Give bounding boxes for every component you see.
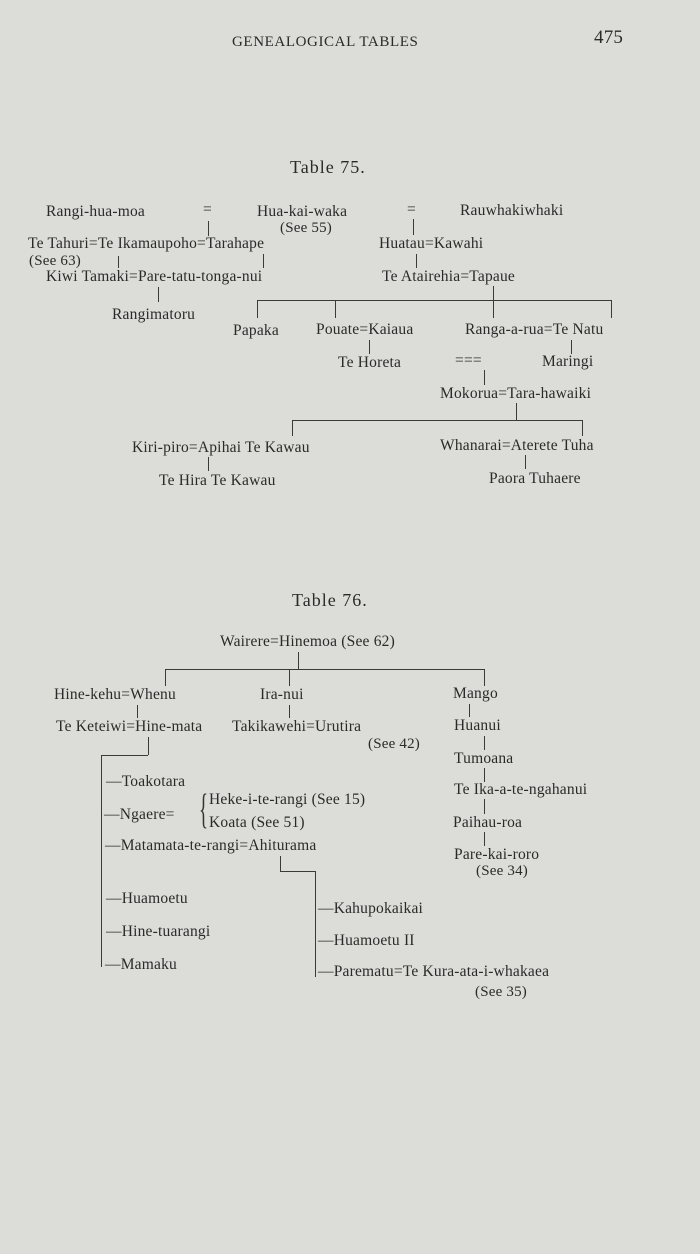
cross-reference: (See 42): [368, 736, 420, 752]
marriage-kiri-piro-apihai-te-kawau: Kiri-piro=Apihai Te Kawau: [132, 439, 310, 456]
descent-line: [137, 705, 138, 718]
descent-line: [416, 254, 417, 268]
marriage-te-tahuri-te-ikamaupoho-tarahape: Te Tahuri=Te Ikamaupoho=Tarahape: [28, 235, 265, 252]
descent-line: [493, 286, 494, 300]
cross-reference: (See 63): [29, 253, 81, 269]
person-huanui: Huanui: [454, 717, 501, 734]
descent-line: [484, 669, 485, 686]
person-huamoetu-ii: —Huamoetu II: [318, 932, 415, 949]
sibling-bar: [292, 420, 583, 421]
person-paora-tuhaere: Paora Tuhaere: [489, 470, 581, 487]
descent-line: [257, 300, 258, 318]
descent-line: [469, 704, 470, 717]
descent-line: [292, 420, 293, 436]
marriage-sign: ===: [455, 352, 482, 369]
descent-line: [369, 340, 370, 354]
descent-line: [525, 455, 526, 469]
marriage-hine-kehu-whenu: Hine-kehu=Whenu: [54, 686, 176, 703]
descent-line: [118, 256, 119, 268]
person-papaka: Papaka: [233, 322, 279, 339]
sibling-bar: [101, 755, 148, 756]
marriage-ranga-a-rua-te-natu: Ranga-a-rua=Te Natu: [465, 321, 604, 338]
person-mango: Mango: [453, 685, 498, 702]
person-te-ika-a-te-ngahanui: Te Ika-a-te-ngahanui: [454, 781, 588, 798]
descent-line: [516, 403, 517, 420]
descent-line: [493, 300, 494, 318]
person-te-hira-te-kawau: Te Hira Te Kawau: [159, 472, 276, 489]
descent-line: [571, 340, 572, 354]
sibling-bar: [257, 300, 612, 301]
descent-line: [158, 287, 159, 302]
spouse-heke-i-te-rangi: Heke-i-te-rangi (See 15): [209, 791, 366, 808]
cross-reference: (See 34): [476, 863, 528, 879]
marriage-sign: =: [407, 201, 416, 218]
person-ira-nui: Ira-nui: [260, 686, 304, 703]
person-rauwhakiwhaki: Rauwhakiwhaki: [460, 202, 564, 219]
marriage-ngaere: —Ngaere=: [104, 806, 175, 823]
marriage-matamata-te-rangi-ahiturama: —Matamata-te-rangi=Ahiturama: [105, 837, 317, 854]
person-pare-kai-roro: Pare-kai-roro: [454, 846, 540, 863]
marriage-wairere-hinemoa: Wairere=Hinemoa (See 62): [220, 633, 395, 650]
running-title: GENEALOGICAL TABLES: [232, 34, 419, 50]
person-maringi: Maringi: [542, 353, 594, 370]
descent-line: [582, 420, 583, 436]
descent-line: [289, 705, 290, 718]
descent-line: [484, 370, 485, 385]
marriage-te-atairehia-tapaue: Te Atairehia=Tapaue: [382, 268, 516, 285]
descent-line: [611, 300, 612, 318]
person-te-horeta: Te Horeta: [338, 354, 402, 371]
person-tumoana: Tumoana: [454, 750, 514, 767]
marriage-te-keteiwi-hine-mata: Te Keteiwi=Hine-mata: [56, 718, 203, 735]
descent-line: [484, 799, 485, 814]
children-bracket: [315, 871, 316, 977]
cross-reference: (See 35): [475, 984, 527, 1000]
person-rangi-hua-moa: Rangi-hua-moa: [46, 203, 146, 220]
marriage-parematu-te-kura-ata-i-whakaea: —Parematu=Te Kura-ata-i-whakaea: [318, 963, 550, 980]
cross-reference: (See 55): [280, 220, 332, 236]
descent-line: [208, 457, 209, 471]
marriage-takikawehi-urutira: Takikawehi=Urutira: [232, 718, 362, 735]
person-rangimatoru: Rangimatoru: [112, 306, 196, 323]
person-huamoetu: —Huamoetu: [106, 890, 188, 907]
table-75-title: Table 75.: [290, 157, 366, 177]
page-number: 475: [594, 27, 624, 48]
table-76-title: Table 76.: [292, 590, 368, 610]
sibling-bar: [165, 669, 485, 670]
marriage-mokorua-tara-hawaiki: Mokorua=Tara-hawaiki: [440, 385, 592, 402]
descent-line: [484, 736, 485, 750]
spouse-koata: Koata (See 51): [209, 814, 305, 831]
brace-symbol: {: [199, 787, 209, 833]
marriage-whanarai-aterete-tuha: Whanarai=Aterete Tuha: [440, 437, 594, 454]
descent-line: [484, 832, 485, 846]
person-kahupokaikai: —Kahupokaikai: [318, 900, 424, 917]
descent-line: [280, 856, 281, 871]
descent-line: [413, 219, 414, 235]
descent-line: [165, 669, 166, 686]
marriage-huatau-kawahi: Huatau=Kawahi: [379, 235, 484, 252]
descent-line: [289, 669, 290, 686]
marriage-pouate-kaiaua: Pouate=Kaiaua: [316, 321, 414, 338]
children-bracket: [101, 755, 102, 967]
person-toakotara: —Toakotara: [106, 773, 186, 790]
marriage-kiwi-tamaki-pare-tatu-tonga-nui: Kiwi Tamaki=Pare-tatu-tonga-nui: [46, 268, 263, 285]
marriage-sign: =: [203, 201, 212, 218]
descent-line: [208, 221, 209, 236]
person-paihau-roa: Paihau-roa: [453, 814, 523, 831]
descent-line: [298, 652, 299, 669]
sibling-bar: [280, 871, 315, 872]
descent-line: [484, 768, 485, 782]
descent-line: [335, 300, 336, 318]
person-hine-tuarangi: —Hine-tuarangi: [106, 923, 211, 940]
descent-line: [148, 737, 149, 755]
person-mamaku: —Mamaku: [105, 956, 177, 973]
person-hua-kai-waka: Hua-kai-waka: [257, 203, 348, 220]
descent-line: [263, 254, 264, 268]
